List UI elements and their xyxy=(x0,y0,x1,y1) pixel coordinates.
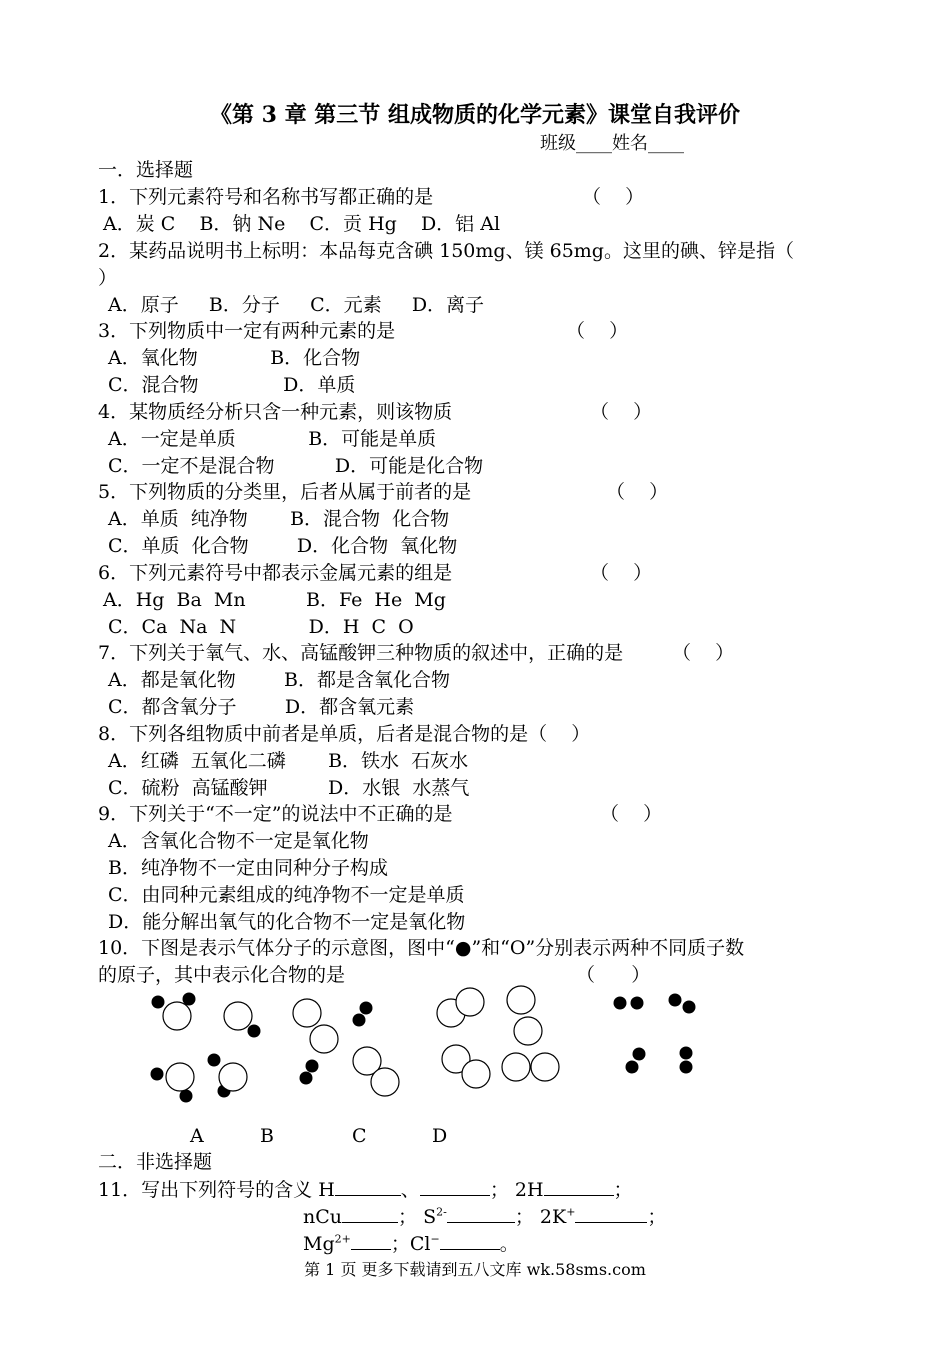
atom-black xyxy=(631,997,644,1010)
atom-white xyxy=(293,999,321,1027)
q7-options-1: A．都是氧化物 B．都是含氧化合物 xyxy=(108,669,451,691)
atom-white xyxy=(371,1068,399,1096)
figure-label-b: B xyxy=(260,1125,274,1147)
answer-blank[interactable] xyxy=(575,1204,647,1223)
q1-answer-paren: （ ） xyxy=(582,186,645,208)
atom-white xyxy=(531,1053,559,1081)
atom-black xyxy=(683,1001,696,1014)
atom-black xyxy=(306,1060,319,1073)
q1-options: A．炭 C B．钠 Ne C．贡 Hg D．铝 Al xyxy=(103,213,501,235)
q4-options-1: A．一定是单质 B．可能是单质 xyxy=(108,428,437,450)
atom-white xyxy=(502,1053,530,1081)
q7-stem: 7．下列关于氧气、水、高锰酸钾三种物质的叙述中，正确的是 xyxy=(98,642,624,664)
q2-stem-cont: ） xyxy=(98,267,118,289)
q3-options-1: A．氧化物 B．化合物 xyxy=(108,347,361,369)
separator: ； xyxy=(613,1179,633,1201)
atom-white xyxy=(507,986,535,1014)
symbol-2k: 2K xyxy=(539,1206,567,1228)
q3-answer-paren: （ ） xyxy=(566,320,629,342)
q2-stem: 2．某药品说明书上标明：本品每克含碘 150mg、镁 65mg。这里的碘、锌是指（ xyxy=(98,240,794,262)
answer-blank[interactable] xyxy=(335,1177,401,1196)
figure-label-d: D xyxy=(432,1125,448,1147)
symbol-cl: Cl xyxy=(409,1233,431,1255)
atom-black xyxy=(680,1061,693,1074)
atom-black xyxy=(360,1002,373,1015)
page-title: 《第 3 章 第三节 组成物质的化学元素》课堂自我评价 xyxy=(210,102,740,128)
q5-options-1: A．单质 纯净物 B．混合物 化合物 xyxy=(108,508,450,530)
page-footer: 第 1 页 更多下载请到五八文库 wk.58sms.com xyxy=(304,1260,646,1279)
answer-blank[interactable] xyxy=(342,1204,398,1223)
separator: 、 xyxy=(400,1179,420,1201)
q5-options-2: C．单质 化合物 D．化合物 氧化物 xyxy=(108,535,458,557)
q3-options-2: C．混合物 D．单质 xyxy=(108,374,356,396)
q11-line-1 xyxy=(98,1177,633,1202)
atom-white xyxy=(514,1017,542,1045)
q10-stem-cont: 的原子，其中表示化合物的是 xyxy=(98,964,346,986)
atom-black xyxy=(151,1068,164,1081)
q8-stem: 8．下列各组物质中前者是单质，后者是混合物的是（ ） xyxy=(98,723,591,745)
q9-option-d: D．能分解出氧气的化合物不一定是氧化物 xyxy=(108,911,466,933)
charge-superscript: + xyxy=(566,1205,576,1219)
q9-option-b: B．纯净物不一定由同种分子构成 xyxy=(108,857,388,879)
atom-black xyxy=(626,1061,639,1074)
atom-black xyxy=(152,996,165,1009)
atom-black xyxy=(300,1072,313,1085)
q4-options-2: C．一定不是混合物 D．可能是化合物 xyxy=(108,455,484,477)
q10-stem: 10．下图是表示气体分子的示意图，图中“●”和“O”分别表示两种不同质子数 xyxy=(98,937,745,959)
separator: 。 xyxy=(499,1233,519,1255)
q7-answer-paren: （ ） xyxy=(672,642,735,664)
atom-white xyxy=(219,1063,247,1091)
section-nonchoice-heading: 二．非选择题 xyxy=(98,1151,213,1173)
separator: ； xyxy=(647,1206,667,1228)
q8-options-1: A．红磷 五氧化二磷 B．铁水 石灰水 xyxy=(108,750,469,772)
q9-option-a: A．含氧化合物不一定是氧化物 xyxy=(108,830,369,852)
atom-black xyxy=(669,994,682,1007)
atom-white xyxy=(163,1002,191,1030)
atom-white xyxy=(224,1002,252,1030)
atom-white xyxy=(166,1063,194,1091)
atom-black xyxy=(208,1054,221,1067)
separator: ； xyxy=(489,1179,509,1201)
q10-answer-paren: （ ） xyxy=(576,964,651,986)
q11-line-2 xyxy=(303,1204,666,1229)
atom-black xyxy=(353,1014,366,1027)
atom-white xyxy=(456,988,484,1016)
q7-options-2: C．都含氧分子 D．都含氧元素 xyxy=(108,696,415,718)
q11-line-3 xyxy=(303,1231,519,1256)
symbol-s: S xyxy=(423,1206,437,1228)
answer-blank[interactable] xyxy=(544,1177,614,1196)
q6-answer-paren: （ ） xyxy=(590,562,653,584)
q1-stem: 1．下列元素符号和名称书写都正确的是 xyxy=(98,186,434,208)
section-choice-heading: 一．选择题 xyxy=(98,159,194,181)
q3-stem: 3．下列物质中一定有两种元素的是 xyxy=(98,320,396,342)
q4-stem: 4．某物质经分析只含一种元素，则该物质 xyxy=(98,401,453,423)
q2-options: A．原子 B．分子 C．元素 D．离子 xyxy=(108,294,485,316)
class-name-line: 班级____姓名____ xyxy=(540,133,684,154)
separator: ； xyxy=(398,1206,418,1228)
q5-stem: 5．下列物质的分类里，后者从属于前者的是 xyxy=(98,481,472,503)
separator: ； xyxy=(514,1206,534,1228)
answer-blank[interactable] xyxy=(447,1204,515,1223)
atom-black xyxy=(680,1047,693,1060)
molecule-diagram xyxy=(130,985,710,1115)
q11-stem: 11．写出下列符号的含义 H xyxy=(98,1179,335,1201)
q9-option-c: C．由同种元素组成的纯净物不一定是单质 xyxy=(108,884,465,906)
figure-label-a: A xyxy=(190,1125,204,1147)
q9-answer-paren: （ ） xyxy=(600,803,663,825)
symbol-2h: 2H xyxy=(514,1179,544,1201)
q5-answer-paren: （ ） xyxy=(606,481,669,503)
q6-stem: 6．下列元素符号中都表示金属元素的组是 xyxy=(98,562,453,584)
figure-label-c: C xyxy=(352,1125,367,1147)
answer-blank[interactable] xyxy=(351,1231,391,1250)
atom-black xyxy=(633,1048,646,1061)
separator: ； xyxy=(390,1233,410,1255)
q6-options-2: C．Ca Na N D．H C O xyxy=(108,616,414,638)
charge-superscript: − xyxy=(430,1232,440,1246)
charge-superscript: 2+ xyxy=(334,1232,351,1246)
atom-white xyxy=(310,1025,338,1053)
symbol-mg: Mg xyxy=(303,1233,335,1255)
answer-blank[interactable] xyxy=(420,1177,490,1196)
q6-options-1: A．Hg Ba Mn B．Fe He Mg xyxy=(103,589,446,611)
q8-options-2: C．硫粉 高锰酸钾 D．水银 水蒸气 xyxy=(108,777,470,799)
charge-superscript: 2- xyxy=(436,1205,447,1219)
atom-white xyxy=(462,1060,490,1088)
symbol-ncu: nCu xyxy=(303,1206,343,1228)
atom-black xyxy=(248,1025,261,1038)
q9-stem: 9．下列关于“不一定”的说法中不正确的是 xyxy=(98,803,453,825)
atom-black xyxy=(614,997,627,1010)
answer-blank[interactable] xyxy=(440,1231,500,1250)
q4-answer-paren: （ ） xyxy=(590,401,653,423)
